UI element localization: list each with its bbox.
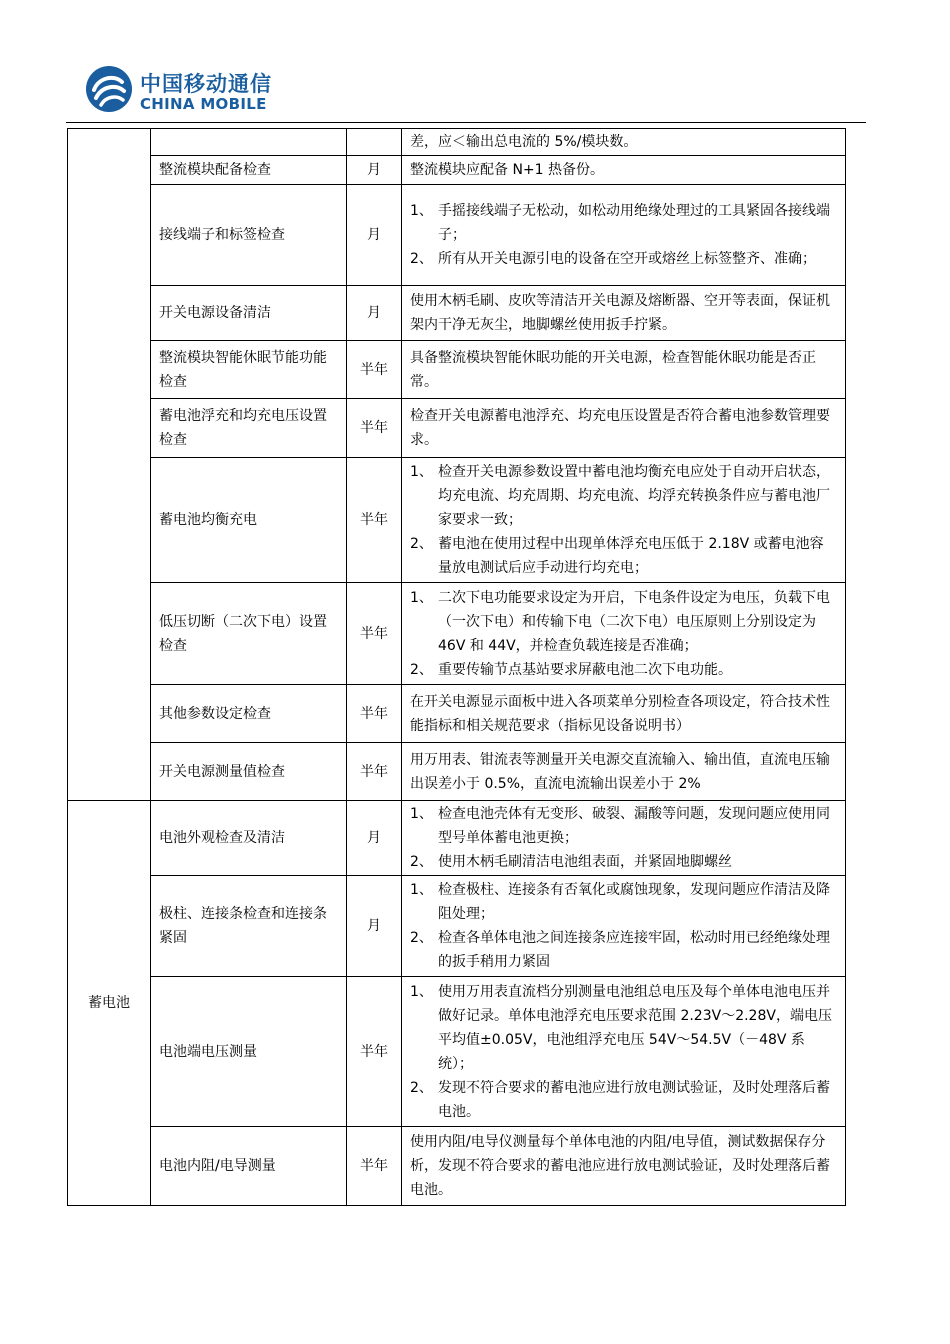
desc-cell bbox=[402, 583, 846, 685]
list-num: 2、 bbox=[410, 854, 433, 870]
period-cell: 半年 bbox=[347, 399, 402, 458]
list-item bbox=[410, 247, 837, 271]
desc-cell: 用万用表、钳流表等测量开关电源交直流输入、输出值，直流电压输出误差小于 0.5%，直流电流输出误差小于 2% bbox=[402, 743, 846, 801]
table-row bbox=[68, 156, 846, 185]
table-row bbox=[68, 399, 846, 458]
desc-cell bbox=[402, 458, 846, 583]
logo-text-cn: 中国移动通信 bbox=[140, 72, 272, 96]
list-text: 蓄电池在使用过程中出现单体浮充电压低于 2.18V 或蓄电池容量放电测试后应手动进行均充电； bbox=[438, 536, 824, 576]
item-cell: 低压切断（二次下电）设置检查 bbox=[151, 583, 347, 685]
table-row bbox=[68, 1127, 846, 1206]
list-num: 2、 bbox=[410, 930, 433, 946]
table-row bbox=[68, 876, 846, 977]
table-row bbox=[68, 129, 846, 156]
list-item bbox=[410, 586, 837, 658]
list-num: 1、 bbox=[410, 203, 433, 219]
list-item bbox=[410, 980, 837, 1076]
item-cell: 电池内阻/电导测量 bbox=[151, 1127, 347, 1206]
item-cell: 极柱、连接条检查和连接条紧固 bbox=[151, 876, 347, 977]
desc-cell: 具备整流模块智能休眠功能的开关电源，检查智能休眠功能是否正常。 bbox=[402, 341, 846, 399]
list-num: 1、 bbox=[410, 806, 433, 822]
period-cell: 半年 bbox=[347, 743, 402, 801]
desc-cell bbox=[402, 801, 846, 876]
period-cell: 月 bbox=[347, 801, 402, 876]
list-num: 1、 bbox=[410, 589, 433, 606]
table-row bbox=[68, 977, 846, 1127]
period-cell: 半年 bbox=[347, 341, 402, 399]
item-cell: 接线端子和标签检查 bbox=[151, 185, 347, 286]
table-row bbox=[68, 341, 846, 399]
list-text: 手摇接线端子无松动，如松动用绝缘处理过的工具紧固各接线端子； bbox=[438, 203, 830, 243]
list-text: 发现不符合要求的蓄电池应进行放电测试验证，及时处理落后蓄电池。 bbox=[438, 1079, 830, 1120]
list-item bbox=[410, 460, 837, 532]
period-cell: 半年 bbox=[347, 583, 402, 685]
list-num: 1、 bbox=[410, 882, 433, 898]
table-row bbox=[68, 286, 846, 341]
item-cell: 电池端电压测量 bbox=[151, 977, 347, 1127]
period-cell: 半年 bbox=[347, 1127, 402, 1206]
period-cell: 月 bbox=[347, 286, 402, 341]
period-cell: 半年 bbox=[347, 977, 402, 1127]
item-cell: 整流模块配备检查 bbox=[151, 156, 347, 185]
list-text: 检查电池壳体有无变形、破裂、漏酸等问题，发现问题应使用同型号单体蓄电池更换； bbox=[438, 806, 830, 846]
list-text: 重要传输节点基站要求屏蔽电池二次下电功能。 bbox=[438, 661, 732, 678]
period-cell: 半年 bbox=[347, 458, 402, 583]
list-text: 检查极柱、连接条有否氧化或腐蚀现象，发现问题应作清洁及降阻处理； bbox=[438, 882, 830, 922]
item-cell: 蓄电池浮充和均充电压设置检查 bbox=[151, 399, 347, 458]
item-cell: 蓄电池均衡充电 bbox=[151, 458, 347, 583]
period-cell bbox=[347, 129, 402, 156]
period-cell: 月 bbox=[347, 876, 402, 977]
list-text: 检查开关电源参数设置中蓄电池均衡充电应处于自动开启状态，均充电流、均充周期、均充电流、均浮充转换条件应与蓄电池厂家要求一致； bbox=[438, 464, 830, 528]
maintenance-table bbox=[67, 128, 846, 1206]
list-num: 2、 bbox=[410, 661, 433, 678]
period-cell: 月 bbox=[347, 185, 402, 286]
desc-cell: 在开关电源显示面板中进入各项菜单分别检查各项设定，符合技术性能指标和相关规范要求（指标见设备说明书） bbox=[402, 685, 846, 743]
desc-cell bbox=[402, 185, 846, 286]
table-row bbox=[68, 801, 846, 876]
table-row bbox=[68, 458, 846, 583]
item-cell: 开关电源测量值检查 bbox=[151, 743, 347, 801]
desc-cell: 差，应＜输出总电流的 5%/模块数。 bbox=[402, 129, 846, 156]
item-cell: 电池外观检查及清洁 bbox=[151, 801, 347, 876]
item-cell bbox=[151, 129, 347, 156]
list-text: 二次下电功能要求设定为开启，下电条件设定为电压，负载下电（一次下电）和传输下电（二次下电）电压原则上分别设定为 46V 和 44V，并检查负载连接是否准确； bbox=[438, 589, 830, 654]
item-cell: 其他参数设定检查 bbox=[151, 685, 347, 743]
header-divider bbox=[66, 122, 866, 123]
logo-text-en: CHINA MOBILE bbox=[140, 95, 267, 113]
page-header bbox=[80, 64, 880, 120]
desc-cell bbox=[402, 876, 846, 977]
list-num: 1、 bbox=[410, 983, 433, 1000]
list-item bbox=[410, 658, 837, 682]
desc-cell: 使用内阻/电导仪测量每个单体电池的内阻/电导值，测试数据保存分析，发现不符合要求的蓄电池应进行放电测试验证，及时处理落后蓄电池。 bbox=[402, 1127, 846, 1206]
list-num: 2、 bbox=[410, 251, 433, 267]
list-item bbox=[410, 878, 837, 926]
list-num: 2、 bbox=[410, 1079, 433, 1096]
list-item bbox=[410, 199, 837, 247]
desc-cell: 使用木柄毛刷、皮吹等清洁开关电源及熔断器、空开等表面，保证机架内干净无灰尘，地脚螺丝使用扳手拧紧。 bbox=[402, 286, 846, 341]
category-cell-battery: 蓄电池 bbox=[68, 801, 151, 1206]
list-item bbox=[410, 532, 837, 580]
desc-cell bbox=[402, 977, 846, 1127]
table-row bbox=[68, 743, 846, 801]
list-num: 1、 bbox=[410, 464, 433, 480]
category-cell-power bbox=[68, 129, 151, 801]
list-text: 使用万用表直流档分别测量电池组总电压及每个单体电池电压并做好记录。单体电池浮充电压要求范围 2.23V～2.28V，端电压平均值±0.05V，电池组浮充电压 54V～54.5V（－48V 系统）； bbox=[438, 983, 832, 1072]
item-cell: 整流模块智能休眠节能功能检查 bbox=[151, 341, 347, 399]
list-text: 使用木柄毛刷清洁电池组表面，并紧固地脚螺丝 bbox=[438, 854, 732, 870]
item-cell: 开关电源设备清洁 bbox=[151, 286, 347, 341]
list-item bbox=[410, 1076, 837, 1124]
desc-cell: 检查开关电源蓄电池浮充、均充电压设置是否符合蓄电池参数管理要求。 bbox=[402, 399, 846, 458]
period-cell: 半年 bbox=[347, 685, 402, 743]
list-text: 检查各单体电池之间连接条应连接牢固，松动时用已经绝缘处理的扳手稍用力紧固 bbox=[438, 930, 830, 970]
list-num: 2、 bbox=[410, 536, 433, 552]
table-row bbox=[68, 685, 846, 743]
list-item bbox=[410, 926, 837, 974]
list-text: 所有从开关电源引电的设备在空开或熔丝上标签整齐、准确； bbox=[438, 251, 816, 267]
period-cell: 月 bbox=[347, 156, 402, 185]
table-row bbox=[68, 185, 846, 286]
list-item bbox=[410, 850, 837, 874]
table-row bbox=[68, 583, 846, 685]
desc-cell: 整流模块应配备 N+1 热备份。 bbox=[402, 156, 846, 185]
china-mobile-logo-icon bbox=[84, 64, 134, 114]
list-item bbox=[410, 802, 837, 850]
